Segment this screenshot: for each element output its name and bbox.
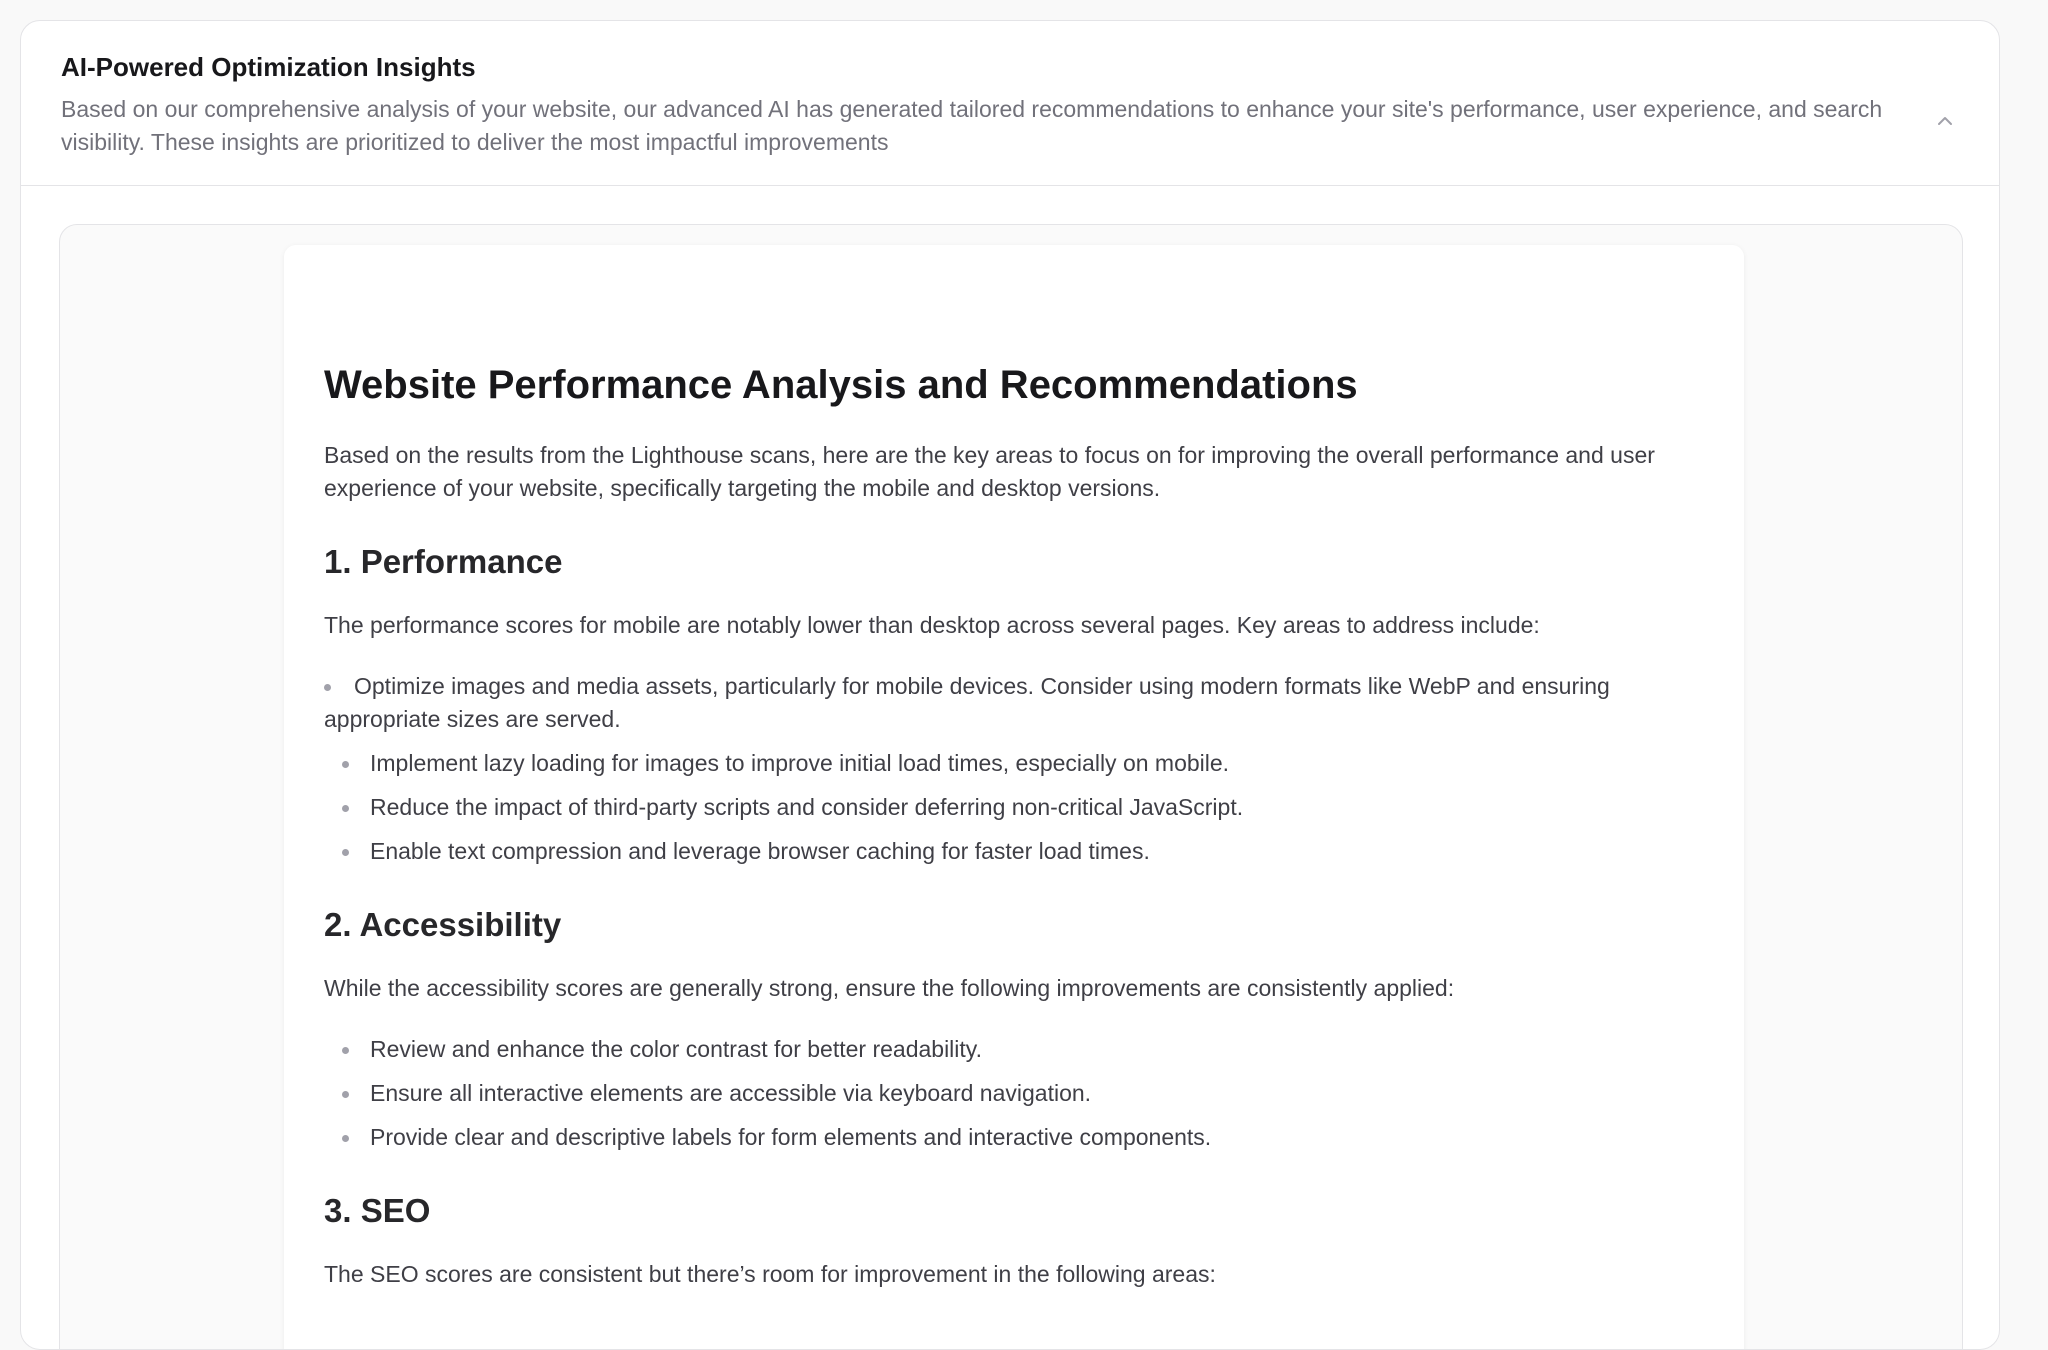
bullet-icon <box>342 1135 349 1142</box>
list-item: Provide clear and descriptive labels for form elements and interactive components. <box>370 1121 1660 1154</box>
list-item: Review and enhance the color contrast for better readability. <box>370 1033 1660 1066</box>
section-heading-performance: 1. Performance <box>324 543 563 580</box>
section-text-performance: The performance scores for mobile are notably lower than desktop across several pages. Key areas to address include: <box>324 612 1540 638</box>
section-heading-seo: 3. SEO <box>324 1192 431 1229</box>
bullet-icon <box>342 761 349 768</box>
list-item: Implement lazy loading for images to improve initial load times, especially on mobile. <box>370 747 1660 780</box>
section-text-accessibility: While the accessibility scores are generally strong, ensure the following improvements are consistently applied: <box>324 975 1455 1001</box>
chevron-up-icon[interactable] <box>1931 107 1959 135</box>
bullet-icon <box>342 805 349 812</box>
insights-panel <box>20 20 2000 1350</box>
panel-description: Based on our comprehensive analysis of your website, our advanced AI has generated tailored recommendations to enhance your site's performance, user experience, and search visibility. These insights are prioritized to deliver the most impactful improvements <box>61 96 1883 155</box>
bullet-icon <box>342 1047 349 1054</box>
panel-header[interactable] <box>21 21 1999 186</box>
report-intro: Based on the results from the Lighthouse scans, here are the key areas to focus on for improving the overall performance and user experience of your website, specifically targeting the mobile and desktop versions. <box>324 442 1655 501</box>
bullet-icon <box>342 1091 349 1098</box>
list-item: Reduce the impact of third-party scripts and consider deferring non-critical JavaScript. <box>370 791 1660 824</box>
bullet-icon <box>342 849 349 856</box>
list-item: Optimize images and media assets, particularly for mobile devices. Consider using modern formats like WebP and ensuring appropriate sizes are served. <box>324 673 1610 732</box>
report-title: Website Performance Analysis and Recommendations <box>324 363 1358 407</box>
list-item: Enable text compression and leverage browser caching for faster load times. <box>370 835 1660 868</box>
section-heading-accessibility: 2. Accessibility <box>324 906 562 943</box>
panel-title: AI-Powered Optimization Insights <box>61 52 476 82</box>
report-document <box>284 245 1744 1350</box>
bullet-icon <box>324 684 331 691</box>
section-text-seo: The SEO scores are consistent but there’s room for improvement in the following areas: <box>324 1261 1216 1287</box>
performance-list <box>324 670 1660 879</box>
list-item: Ensure all interactive elements are accessible via keyboard navigation. <box>370 1077 1660 1110</box>
report-container <box>59 224 1963 1350</box>
accessibility-list <box>370 1033 1660 1165</box>
